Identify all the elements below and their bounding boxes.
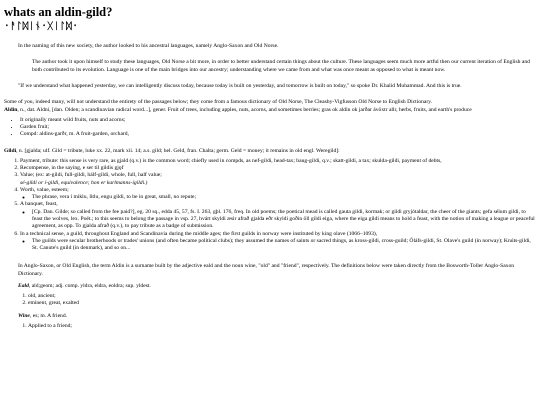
anglo-saxon-paragraph: In Anglo-Saxon, or Old English, the term Aldin is a surname built by the adjective eald and the noun wine, "old" and "friend", respectively. The definitions below were taken directly from the Bosworth-Toller Anglo-Saxon Dictionary. <box>18 263 515 277</box>
list-item: 2. Recompense, in the saying, e ser til gildis gjǫf <box>20 165 536 172</box>
aldin-definition: , n., dat. Aldni, [dan. Olden; a scandinavian radical word...], gener. Fruit of trees, including apples, nuts, acorns, and sometimes berries; gras ok aldin ok jarðar ávöxtr allr, herbs, fruits, and earth's produce <box>17 106 472 113</box>
gildi-definition: , n. [gjalda; ulf. Gild = tribute, luke xx. 22, mark xii. 14; a.s. gild; hel. Geld, fran. Chalta; germ. Geld = money; it remains in old engl. Weregild]: <box>16 147 340 154</box>
eald-list <box>4 293 536 308</box>
list-item: 1. Applied to a friend; <box>28 323 536 330</box>
language-paragraph: The author took it upon himself to study these languages, Old Norse a bit more, in order to better understand certain things about the culture. These languages seem much more artful then our current iteration of English and both contributed to its evolution. Language is one of the main bridges into our ancestry; understanding where we came from and what was once meant as opposed to what is meant now. <box>32 59 530 73</box>
list-item: • Compd: aldins-garðr, m. A fruit-garden, orchard, <box>20 131 536 138</box>
aldin-headword: Aldin <box>4 106 18 113</box>
list-item: 3. Value; (ex: at-gildi, full-gildi, hálf-gildi, whole, full, half value; sé-gildi or í-gildi, equivalence; hon er karlmanns-ígildi.) <box>20 172 536 187</box>
sub-list-item: ◦ [Cp. Dan. Gilde; so called from the fee paid?], eg. 20 sq., edda 45, 57, fs. I. 263, gþl. 176, freq. In old poems; the poetical mead is called gauta gildi, kormak; or gildi gryjótaldar, the cheer of the giants; gefa sélum gildi, to feast the wolves, lex. Poët.; to this seems to belong the passage in vsp. 27, hvárt skyldi æsir afrað gjalda eðr skyldi goðin öll gildi eiga, where the eiga gildi means to hold a feast, with the notion of making a league or peaceful agreement, as opp. To gjalda afrað (q.v.), to pay tribute as a badge of submission. <box>32 209 536 231</box>
runic-title: ᛫ᚨᛚᛞᛁᚾ᛫ᚷᛁᛚᛞ᛫ <box>4 20 79 32</box>
gildi-entry <box>4 148 536 155</box>
aldin-lead: Some of you, indeed many, will not understand the entirety of the passages below; they come from a famous dictionary of Old Norse, The Cleasby-Vigfusson Old Norse to English Dictionary. Aldin, n., dat. Aldni, [dan. Olden; a scandinavian radical word...], gener. Fruit of trees, including apples, nuts, acorns, and sometimes berries; gras ok aldin ok jarðar ávöxtr allr, herbs, fruits, and earth's produce <box>4 99 472 113</box>
page-title: whats an aldin-gild? <box>4 5 113 19</box>
sub-list-item: ◦ The guilds were secular brotherhoods or trades' unions (and often became political clubs); they assumed the names of saints or sacred things, as kross-gildi, cross-guild; Óláfs-gildi, St. Olave's guild (in norway); Knúts-gildi, St. Canute's guild (in denmark), and so on... <box>32 238 536 253</box>
eald-definition: , ald;geom; adj. comp. yldra, eldra, eoldra; sup. yldest. <box>28 282 151 289</box>
list-item: • Garden fruit; <box>20 124 536 131</box>
list-item: 4. Worth, value, esteem; ◦ The phrase, vera í miklu, litlu, engu gildi, to be in great, small, no repute; <box>20 187 536 202</box>
list-item: 1. Payment, tribute: this sense is very rare, as gjald (q.v.) is the common word; chiefly used in compds, as nef-gildi, head-tax; baug-gildi, q.v.; skatt-gildi, a tax; skulda-gildi, payment of debts, <box>20 158 536 165</box>
list-item: 6. In a technical sense, a guild, throughout England and Scandinavia during the middle ages; the first guilds in norway were instituted by king olave (1066–1093), ◦ The guilds were secular brotherhoods or trades' unions (and often became political clubs); they assumed the names of saints or sacred things, as kross-gildi, cross-guild; Óláfs-gildi, St. Olave's guild (in norway); Knúts-gildi, St. Canute's guild (in denmark), and so on... <box>20 231 536 253</box>
aldin-list <box>4 117 536 139</box>
list-item: • It originally meant wild fruits, nuts and acorns; <box>20 117 536 124</box>
gildi-list <box>4 158 536 252</box>
wine-entry <box>18 313 536 320</box>
eald-headword: Eald <box>18 282 29 289</box>
quote-paragraph: "If we understand what happened yesterday, we can intelligently discuss today, because today is built on yesterday, and tomorrow is built on today," so spoke Dr. Khalid Muhammad. And this is true. <box>18 82 462 89</box>
sub-list-item: ◦ The phrase, vera í miklu, litlu, engu gildi, to be in great, small, no repute; <box>32 194 536 201</box>
intro-paragraph: In the naming of this new society, the author looked to his ancestral languages, namely Anglo-Saxon and Old Norse. <box>18 43 279 50</box>
page <box>4 6 536 330</box>
list-item: 1. old, ancient; <box>28 293 536 300</box>
eald-entry <box>18 283 536 290</box>
gildi-headword: Gildi <box>4 147 17 154</box>
list-item: 5. A banquet, feast, ◦ [Cp. Dan. Gilde; so called from the fee paid?], eg. 20 sq., edda 45, 57, fs. I. 263, gþl. 176, freq. In old poems; the poetical mead is called gauta gildi, kormak; or gildi gryjótaldar, the cheer of the giants; gefa sélum gildi, to feast the wolves, lex. Poët.; to this seems to belong the passage in vsp. 27, hvárt skyldi æsir afrað gjalda eðr skyldi goðin öll gildi eiga, where the eiga gildi means to hold a feast, with the notion of making a league or peaceful agreement, as opp. To gjalda afrað (q.v.), to pay tribute as a badge of submission. <box>20 201 536 230</box>
wine-list <box>4 323 536 330</box>
list-item: 2. eminent, great, exalted <box>28 300 536 307</box>
wine-definition: , es; m. A friend. <box>29 312 68 319</box>
wine-headword: Wine <box>18 312 30 319</box>
